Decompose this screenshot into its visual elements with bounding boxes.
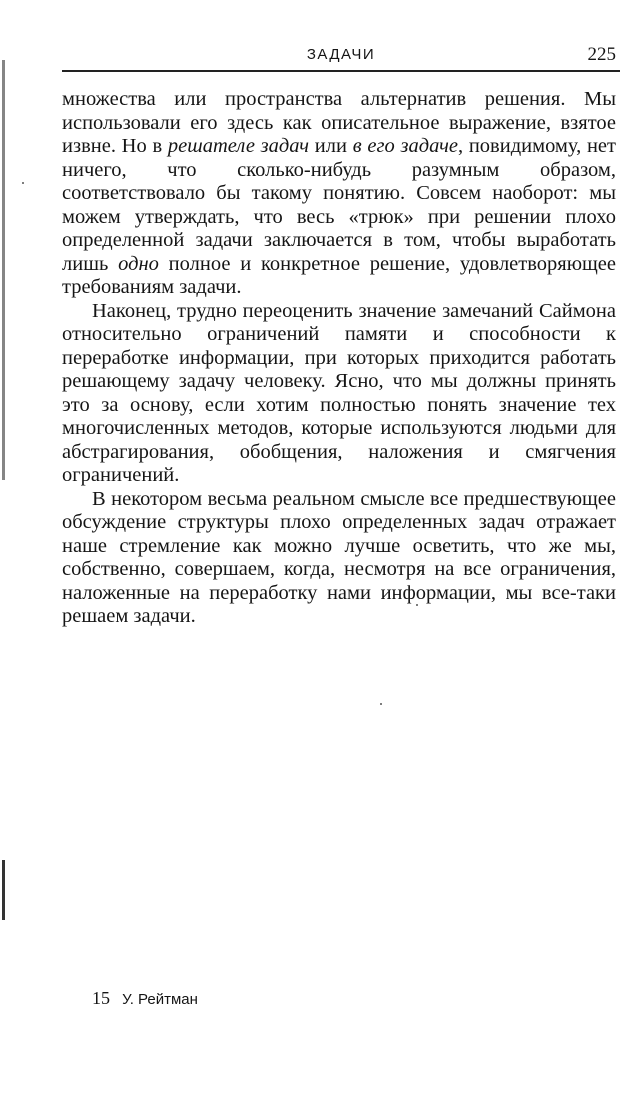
page-left-edge	[0, 0, 5, 1096]
print-speck	[22, 182, 24, 184]
paragraph-2: Наконец, трудно переоценить значение замечаний Саймона относительно ограничений памяти и способности к переработке информации, при которых приходится работать решающему задачу человеку. Ясно, что мы должны принять это за основу, если хотим полностью понять значение тех многочисленных методов, которые используются людьми для абстрагирования, обобщения, наложения и смягчения ограничений.	[62, 299, 616, 486]
paragraph-1-emphasis-1: решателе задач	[167, 135, 310, 157]
paragraph-1-emphasis-3: одно	[118, 252, 159, 275]
paragraph-3: В некотором весьма реальном смысле все предшествующее обсуждение структуры плохо определенных задач отражает наше стремление как можно лучше осветить, что же мы, собственно, совершаем, когда, несмотря на все ограничения, наложенные на переработку нами информации, мы все-таки решаем задачи.	[62, 487, 616, 627]
print-speck	[380, 703, 382, 705]
page-header	[62, 44, 620, 74]
binding-shadow	[2, 60, 5, 480]
signature-text: У. Рейтман	[122, 991, 198, 1008]
header-rule	[62, 70, 620, 72]
binding-shadow	[2, 860, 5, 920]
running-head: ЗАДАЧИ	[306, 46, 376, 63]
paragraph-1-text-1: множества или пространства альтернатив решения. Мы использовали его здесь как описательное выражение, взятое извне. Но в	[62, 88, 616, 157]
page-number: 225	[587, 44, 616, 65]
printer-signature	[92, 988, 198, 1009]
paragraph-1-emphasis-2: в его задаче	[352, 135, 458, 157]
print-speck	[416, 604, 418, 606]
paragraph-1-text-3: , повидимому, нет ничего, что сколько-нибудь разумным образом, соответствовало бы такому понятию. Совсем наоборот: мы можем утверждать, что весь «трюк» при решении плохо определенной задачи заключается в том, чтобы выработать лишь	[62, 135, 616, 275]
paragraph-1-text-4: полное и конкретное решение, удовлетворяющее требованиям задачи.	[62, 252, 616, 298]
paragraph-1	[62, 88, 616, 300]
signature-number: 15	[92, 988, 110, 1008]
paragraph-1-text-2: или	[309, 135, 353, 157]
body-text	[62, 88, 616, 629]
